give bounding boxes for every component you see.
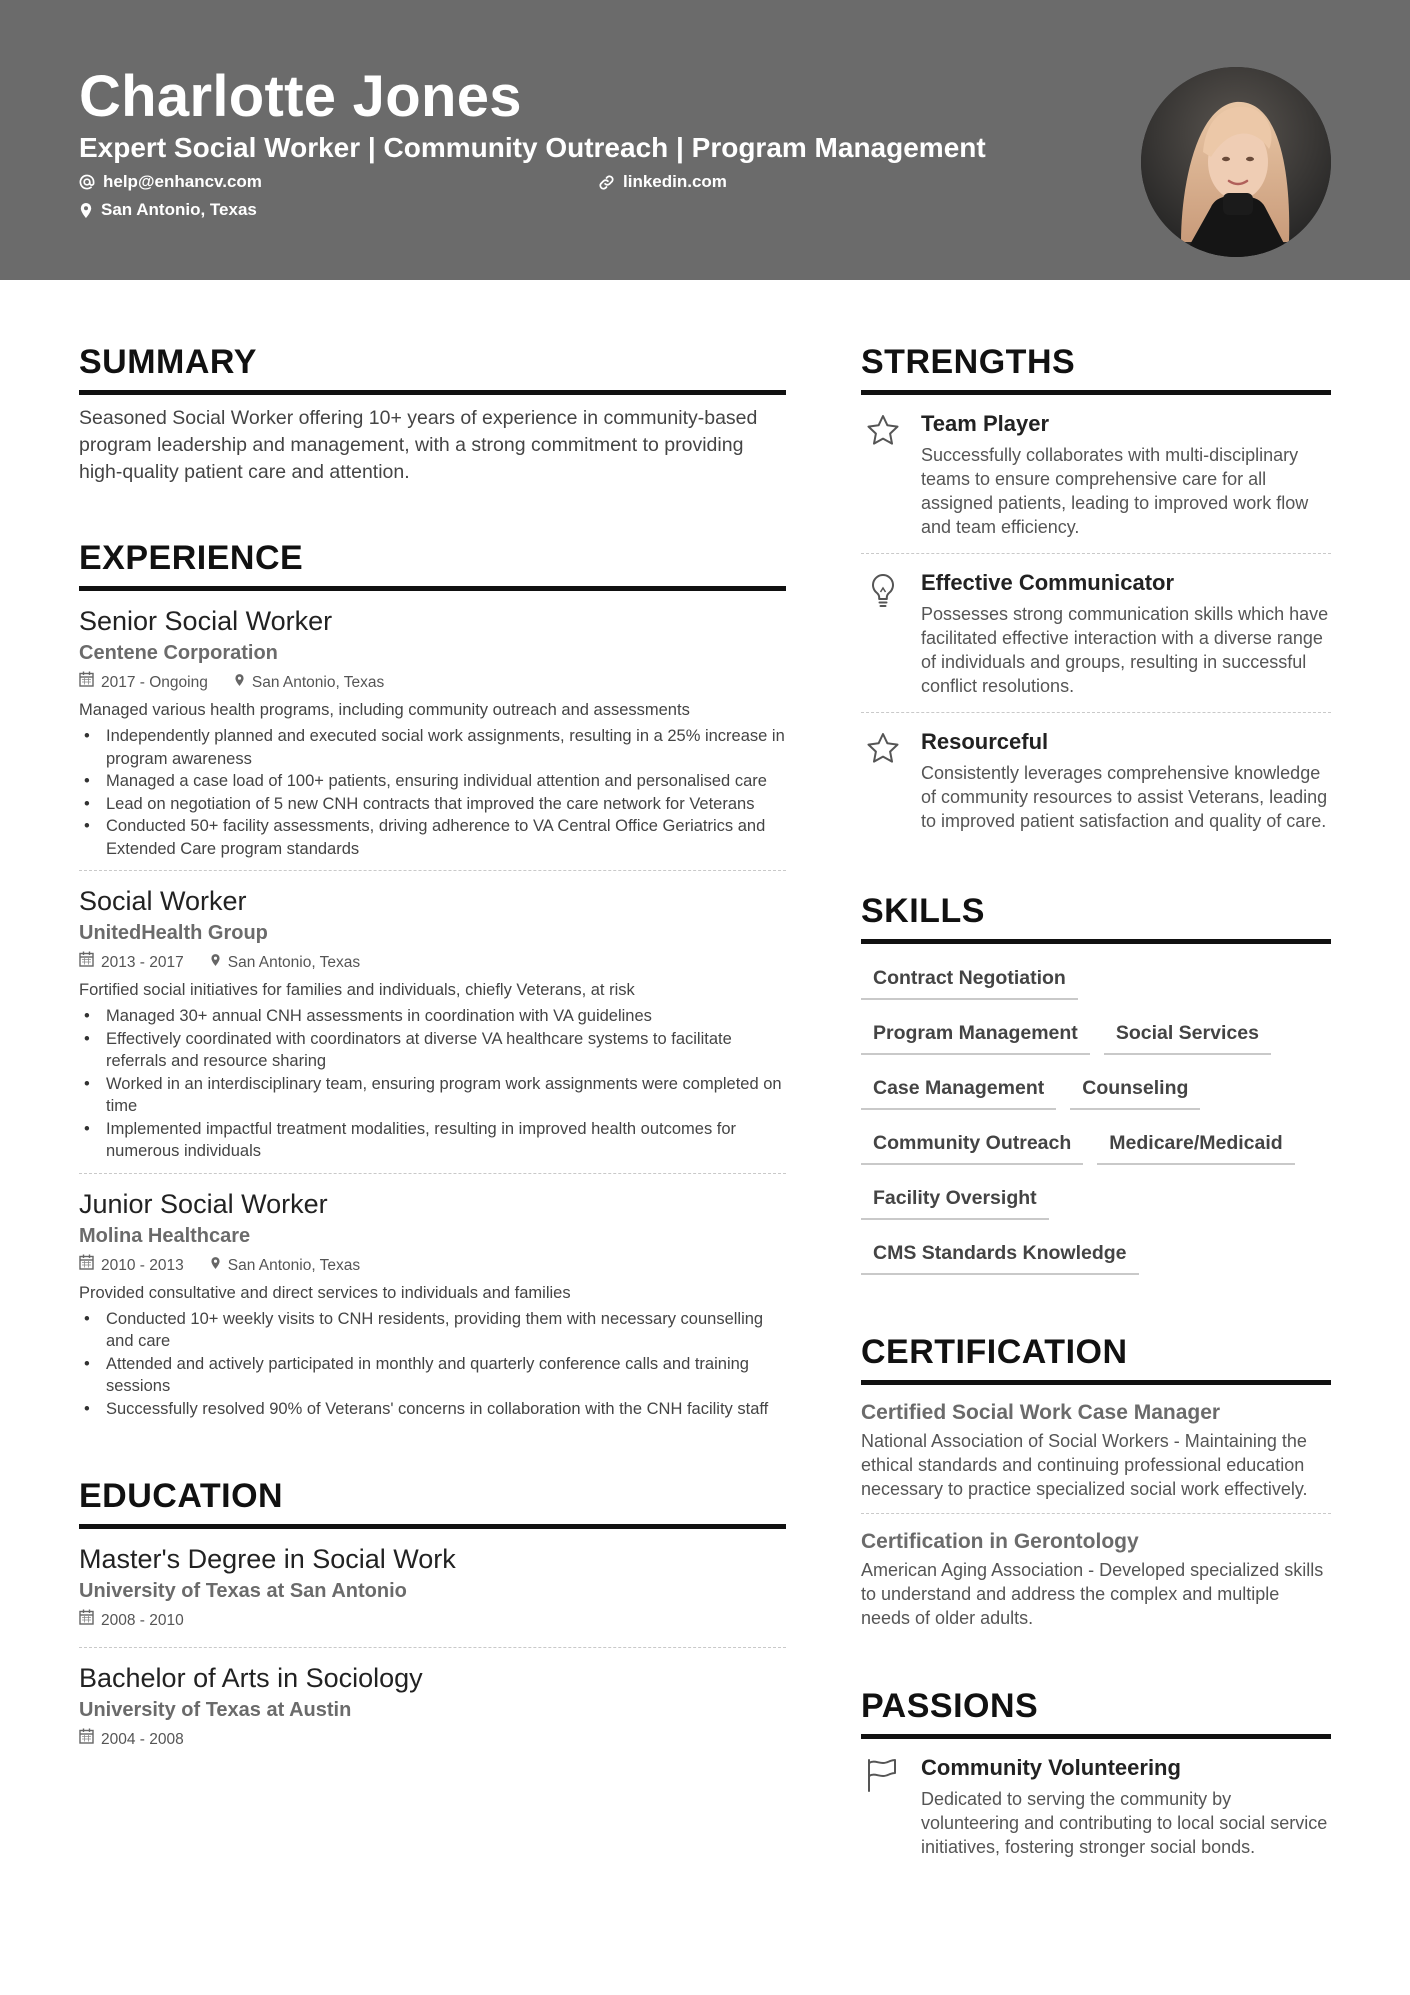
skills-list [861, 958, 1331, 1288]
skill-tag: Facility Oversight [861, 1178, 1049, 1220]
job-description: Fortified social initiatives for families and individuals, chiefly Veterans, at risk [79, 981, 635, 999]
education-dates: 2008 - 2010 [101, 1612, 184, 1629]
strengths-heading: STRENGTHS [861, 334, 1331, 395]
list-item: • Implemented impactful treatment modalities, resulting in improved health outcomes for numerous individuals [79, 1118, 786, 1163]
education-meta [79, 1609, 786, 1633]
strength-title: Team Player [921, 411, 1050, 436]
job-entry [79, 591, 786, 870]
job-location: San Antonio, Texas [227, 954, 361, 971]
job-entry [79, 1173, 786, 1431]
list-item: • Lead on negotiation of 5 new CNH contracts that improved the care network for Veterans [79, 793, 786, 816]
job-location: San Antonio, Texas [227, 1256, 361, 1274]
certification-description: American Aging Association - Developed specialized skills to understand and address the complex and multiple needs of older adults. [861, 1560, 1324, 1628]
job-bullets [79, 1005, 786, 1163]
job-description: Managed various health programs, including community outreach and assessments [79, 701, 690, 719]
degree-title: Master's Degree in Social Work [79, 1544, 456, 1574]
list-item: • Successfully resolved 90% of Veterans' concerns in collaboration with the CNH facility staff [79, 1398, 786, 1421]
strength-description: Possesses strong communication skills which have facilitated effective interaction with a diverse range of individuals and groups, resulting in successful conflict resolutions. [921, 604, 1329, 696]
job-title: Senior Social Worker [79, 606, 333, 636]
education-heading: EDUCATION [79, 1468, 786, 1529]
strength-description: Successfully collaborates with multi-disciplinary teams to ensure comprehensive care for all assigned patients, leading to improved work flow and team efficiency. [921, 445, 1309, 537]
job-title: Junior Social Worker [79, 1188, 328, 1219]
list-item: • Conducted 50+ facility assessments, driving adherence to VA Central Office Geriatrics and Extended Care program standards [79, 815, 786, 860]
certification-title: Certified Social Work Case Manager [861, 1401, 1221, 1424]
job-entry [79, 870, 786, 1173]
list-item: • Conducted 10+ weekly visits to CNH residents, providing them with necessary counselling and care [79, 1308, 786, 1353]
school-name: University of Texas at San Antonio [79, 1580, 407, 1602]
job-dates: 2017 - Ongoing [101, 674, 208, 691]
degree-title: Bachelor of Arts in Sociology [79, 1663, 423, 1693]
strength-item [861, 395, 1331, 553]
candidate-headline: Expert Social Worker | Community Outreach | Program Management [79, 132, 986, 163]
certification-description: National Association of Social Workers - Maintaining the ethical standards and continuing professional education necessary to practice specialized social work effectively. [861, 1431, 1308, 1499]
lightbulb-icon [861, 568, 921, 698]
job-dates: 2013 - 2017 [101, 954, 184, 971]
strength-title: Resourceful [921, 729, 1049, 754]
location-text: San Antonio, Texas [101, 200, 257, 219]
passion-item [861, 1739, 1331, 1873]
skill-tag: Community Outreach [861, 1123, 1083, 1165]
calendar-icon [79, 671, 94, 695]
list-item: • Managed a case load of 100+ patients, ensuring individual attention and personalised care [79, 770, 786, 793]
summary-section [79, 334, 786, 486]
list-item: • Effectively coordinated with coordinators at diverse VA healthcare systems to facilitate referrals and resource sharing [79, 1028, 786, 1073]
experience-section [79, 530, 786, 1430]
job-location: San Antonio, Texas [251, 674, 385, 691]
job-bullets [79, 725, 786, 860]
passions-section [861, 1678, 1331, 1873]
skills-heading: SKILLS [861, 883, 1331, 944]
link-icon [598, 174, 615, 191]
profile-photo [1141, 67, 1331, 257]
candidate-name: Charlotte Jones [79, 64, 522, 129]
education-section [79, 1468, 786, 1766]
job-meta [79, 951, 786, 975]
location-contact [79, 199, 257, 221]
calendar-icon [79, 1254, 94, 1278]
calendar-icon [79, 1728, 94, 1752]
summary-text: Seasoned Social Worker offering 10+ years of experience in community-based program leadership and management, with a strong commitment to providing high-quality patient care and attention. [79, 407, 758, 483]
strength-item [861, 712, 1331, 847]
passion-title: Community Volunteering [921, 1755, 1181, 1780]
education-meta [79, 1728, 786, 1752]
skill-tag: Counseling [1070, 1068, 1200, 1110]
strength-title: Effective Communicator [921, 570, 1175, 595]
linkedin-text[interactable]: linkedin.com [623, 172, 727, 191]
email-text[interactable]: help@enhancv.com [103, 172, 262, 191]
skill-tag: CMS Standards Knowledge [861, 1233, 1139, 1275]
email-contact[interactable] [79, 171, 262, 193]
job-description: Provided consultative and direct services to individuals and families [79, 1283, 571, 1302]
strengths-section [861, 334, 1331, 847]
education-entry [79, 1529, 786, 1647]
list-item: • Managed 30+ annual CNH assessments in coordination with VA guidelines [79, 1005, 786, 1028]
right-column [861, 334, 1331, 1873]
left-column [79, 334, 786, 1766]
passion-description: Dedicated to serving the community by volunteering and contributing to local social service initiatives, fostering stronger social bonds. [921, 1789, 1328, 1857]
job-meta [79, 671, 786, 695]
company-name: Molina Healthcare [79, 1224, 251, 1247]
skills-section [861, 883, 1331, 1288]
skill-tag: Medicare/Medicaid [1097, 1123, 1294, 1165]
experience-heading: EXPERIENCE [79, 530, 786, 591]
map-pin-icon [210, 951, 221, 975]
skill-tag: Case Management [861, 1068, 1056, 1110]
skill-tag: Program Management [861, 1013, 1090, 1055]
education-entry [79, 1647, 786, 1766]
linkedin-contact[interactable] [598, 171, 727, 193]
certification-heading: CERTIFICATION [861, 1324, 1331, 1385]
company-name: UnitedHealth Group [79, 922, 268, 944]
calendar-icon [79, 1609, 94, 1633]
certification-entry [861, 1385, 1331, 1513]
at-icon [79, 174, 95, 190]
job-bullets [79, 1308, 786, 1421]
company-name: Centene Corporation [79, 642, 278, 664]
map-pin-icon [210, 1254, 221, 1278]
list-item: • Attended and actively participated in monthly and quarterly conference calls and training sessions [79, 1353, 786, 1398]
skill-tag: Contract Negotiation [861, 958, 1078, 1000]
strength-description: Consistently leverages comprehensive knowledge of community resources to assist Veterans, leading to improved patient satisfaction and quality of care. [921, 763, 1328, 831]
certification-title: Certification in Gerontology [861, 1530, 1139, 1553]
flag-icon [861, 1753, 921, 1859]
list-item: • Worked in an interdisciplinary team, ensuring program work assignments were completed on time [79, 1073, 786, 1118]
certification-entry [861, 1513, 1331, 1642]
resume-header [0, 0, 1410, 280]
certification-section [861, 1324, 1331, 1642]
summary-heading: SUMMARY [79, 334, 786, 395]
job-dates: 2010 - 2013 [101, 1256, 184, 1274]
map-pin-icon [79, 202, 93, 219]
star-icon [861, 409, 921, 539]
job-title: Social Worker [79, 886, 247, 916]
school-name: University of Texas at Austin [79, 1699, 352, 1721]
map-pin-icon [234, 671, 245, 695]
calendar-icon [79, 951, 94, 975]
strength-item [861, 553, 1331, 712]
education-dates: 2004 - 2008 [101, 1731, 184, 1748]
skill-tag: Social Services [1104, 1013, 1271, 1055]
job-meta [79, 1254, 786, 1278]
list-item: • Independently planned and executed social work assignments, resulting in a 25% increase in program awareness [79, 725, 786, 770]
star-icon [861, 727, 921, 833]
passions-heading: PASSIONS [861, 1678, 1331, 1739]
